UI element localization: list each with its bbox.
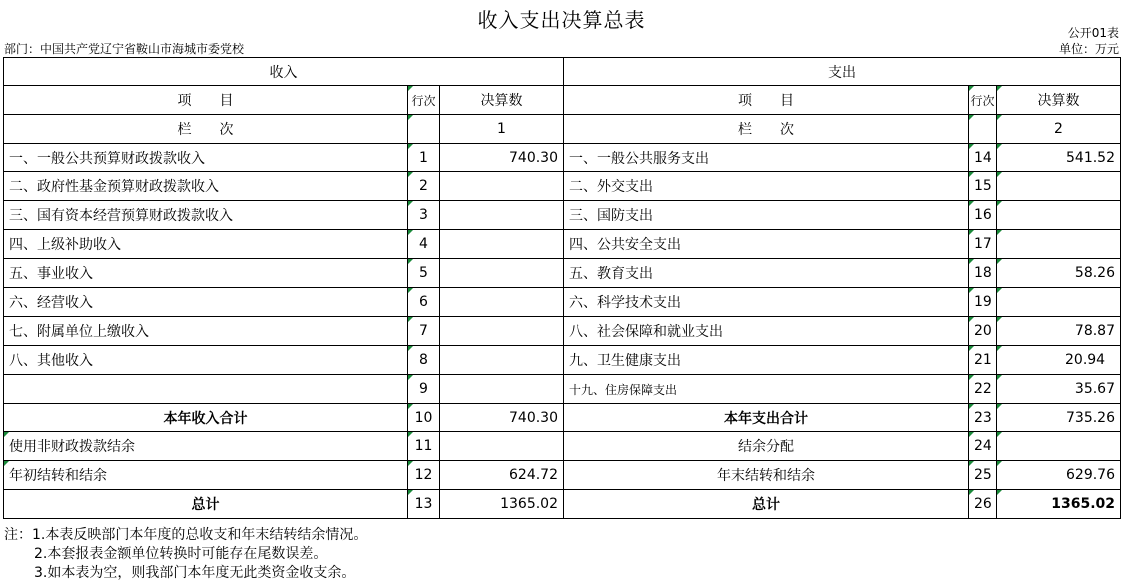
expense-row12-label: 年末结转和结余 — [564, 461, 969, 490]
expense-line-no: 16 — [969, 201, 997, 230]
expense-amount: 20.94 — [997, 346, 1121, 375]
expense-amount: 541.52 — [997, 144, 1121, 172]
expense-item-name: 六、科学技术支出 — [564, 288, 969, 317]
footnote-1: 注：1.本表反映部门本年度的总收支和年末结转结余情况。 — [4, 527, 368, 543]
expense-item-header: 项 目 — [564, 86, 969, 115]
expense-row11-amount — [997, 432, 1121, 461]
income-line-no: 9 — [408, 375, 440, 404]
income-row11-amount — [440, 432, 564, 461]
expense-item-name: 十九、住房保障支出 — [564, 375, 969, 404]
expense-line-no: 17 — [969, 230, 997, 259]
unit-label: 单位：万元 — [1058, 42, 1119, 56]
income-lanci: 栏 次 — [4, 115, 408, 144]
income-row12-label: 年初结转和结余 — [4, 461, 408, 490]
expense-row12-amount: 629.76 — [997, 461, 1121, 490]
footnote-3: 3.如本表为空，则我部门本年度无此类资金收支余。 — [34, 565, 356, 581]
income-item-name: 七、附属单位上缴收入 — [4, 317, 408, 346]
income-amount: 740.30 — [440, 144, 564, 172]
grand-total-row — [4, 490, 1121, 519]
expense-amount: 35.67 — [997, 375, 1121, 404]
income-line-no: 6 — [408, 288, 440, 317]
income-grand-total-amount: 1365.02 — [440, 490, 564, 519]
income-line-no: 1 — [408, 144, 440, 172]
expense-item-name: 一、一般公共服务支出 — [564, 144, 969, 172]
expense-lanci-line — [969, 115, 997, 144]
expense-grand-total-line: 26 — [969, 490, 997, 519]
page-title: 收入支出决算总表 — [477, 8, 646, 32]
expense-line-no: 15 — [969, 172, 997, 201]
income-item-name: 四、上级补助收入 — [4, 230, 408, 259]
table-row — [4, 259, 1121, 288]
expense-row11-line: 24 — [969, 432, 997, 461]
expense-amount: 78.87 — [997, 317, 1121, 346]
expense-line-no: 18 — [969, 259, 997, 288]
income-amount-header: 决算数 — [440, 86, 564, 115]
expense-row11-label: 结余分配 — [564, 432, 969, 461]
non-fiscal-balance-row — [4, 432, 1121, 461]
table-row — [4, 144, 1121, 172]
summary-table — [3, 57, 1121, 519]
income-grand-total-label: 总计 — [4, 490, 408, 519]
table-row — [4, 201, 1121, 230]
income-line-no: 3 — [408, 201, 440, 230]
expense-line-no: 14 — [969, 144, 997, 172]
expense-line-no: 21 — [969, 346, 997, 375]
table-row — [4, 346, 1121, 375]
expense-line-no: 22 — [969, 375, 997, 404]
income-row11-label: 使用非财政拨款结余 — [4, 432, 408, 461]
income-grand-total-line: 13 — [408, 490, 440, 519]
expense-grand-total-label: 总计 — [564, 490, 969, 519]
expense-year-total-line: 23 — [969, 404, 997, 432]
income-amount — [440, 317, 564, 346]
column-index-row — [4, 115, 1121, 144]
income-item-name: 五、事业收入 — [4, 259, 408, 288]
table-row — [4, 172, 1121, 201]
expense-grand-total-amount: 1365.02 — [997, 490, 1121, 519]
income-header: 收入 — [4, 58, 564, 86]
income-year-total-line: 10 — [408, 404, 440, 432]
expense-line-no: 19 — [969, 288, 997, 317]
income-amount — [440, 375, 564, 404]
footnote-2: 2.本套报表金额单位转换时可能存在尾数误差。 — [34, 546, 328, 562]
form-code-label: 公开01表 — [1067, 26, 1119, 40]
expense-item-name: 八、社会保障和就业支出 — [564, 317, 969, 346]
income-line-header: 行次 — [408, 86, 440, 115]
expense-amount — [997, 288, 1121, 317]
expense-amount — [997, 172, 1121, 201]
income-row12-amount: 624.72 — [440, 461, 564, 490]
income-amount — [440, 288, 564, 317]
item-rows — [4, 144, 1121, 404]
expense-item-name: 四、公共安全支出 — [564, 230, 969, 259]
income-item-name: 八、其他收入 — [4, 346, 408, 375]
income-lanci-line — [408, 115, 440, 144]
income-item-name: 一、一般公共预算财政拨款收入 — [4, 144, 408, 172]
income-amount — [440, 346, 564, 375]
income-item-name: 六、经营收入 — [4, 288, 408, 317]
expense-amount: 58.26 — [997, 259, 1121, 288]
section-header-row — [4, 58, 1121, 86]
income-item-name: 三、国有资本经营预算财政拨款收入 — [4, 201, 408, 230]
income-line-no: 4 — [408, 230, 440, 259]
expense-item-name: 九、卫生健康支出 — [564, 346, 969, 375]
column-header-row — [4, 86, 1121, 115]
table-row — [4, 317, 1121, 346]
income-item-name: 二、政府性基金预算财政拨款收入 — [4, 172, 408, 201]
carryover-row — [4, 461, 1121, 490]
income-col-no: 1 — [440, 115, 564, 144]
table-row — [4, 375, 1121, 404]
income-amount — [440, 201, 564, 230]
expense-item-name: 五、教育支出 — [564, 259, 969, 288]
income-amount — [440, 230, 564, 259]
income-line-no: 8 — [408, 346, 440, 375]
expense-header: 支出 — [564, 58, 1121, 86]
income-row12-line: 12 — [408, 461, 440, 490]
expense-item-name: 三、国防支出 — [564, 201, 969, 230]
expense-year-total-label: 本年支出合计 — [564, 404, 969, 432]
table-row — [4, 288, 1121, 317]
footnotes — [4, 526, 367, 583]
income-amount — [440, 172, 564, 201]
table-row — [4, 230, 1121, 259]
expense-line-no: 20 — [969, 317, 997, 346]
expense-amount — [997, 201, 1121, 230]
income-amount — [440, 259, 564, 288]
expense-year-total-amount: 735.26 — [997, 404, 1121, 432]
income-line-no: 5 — [408, 259, 440, 288]
expense-amount — [997, 230, 1121, 259]
expense-item-name: 二、外交支出 — [564, 172, 969, 201]
income-year-total-amount: 740.30 — [440, 404, 564, 432]
income-line-no: 2 — [408, 172, 440, 201]
income-line-no: 7 — [408, 317, 440, 346]
expense-lanci: 栏 次 — [564, 115, 969, 144]
income-year-total-label: 本年收入合计 — [4, 404, 408, 432]
expense-line-header: 行次 — [969, 86, 997, 115]
department-label: 部门：中国共产党辽宁省鞍山市海城市委党校 — [4, 42, 245, 56]
income-item-header: 项 目 — [4, 86, 408, 115]
income-item-name — [4, 375, 408, 404]
income-row11-line: 11 — [408, 432, 440, 461]
expense-col-no: 2 — [997, 115, 1121, 144]
year-total-row — [4, 404, 1121, 432]
expense-amount-header: 决算数 — [997, 86, 1121, 115]
expense-row12-line: 25 — [969, 461, 997, 490]
